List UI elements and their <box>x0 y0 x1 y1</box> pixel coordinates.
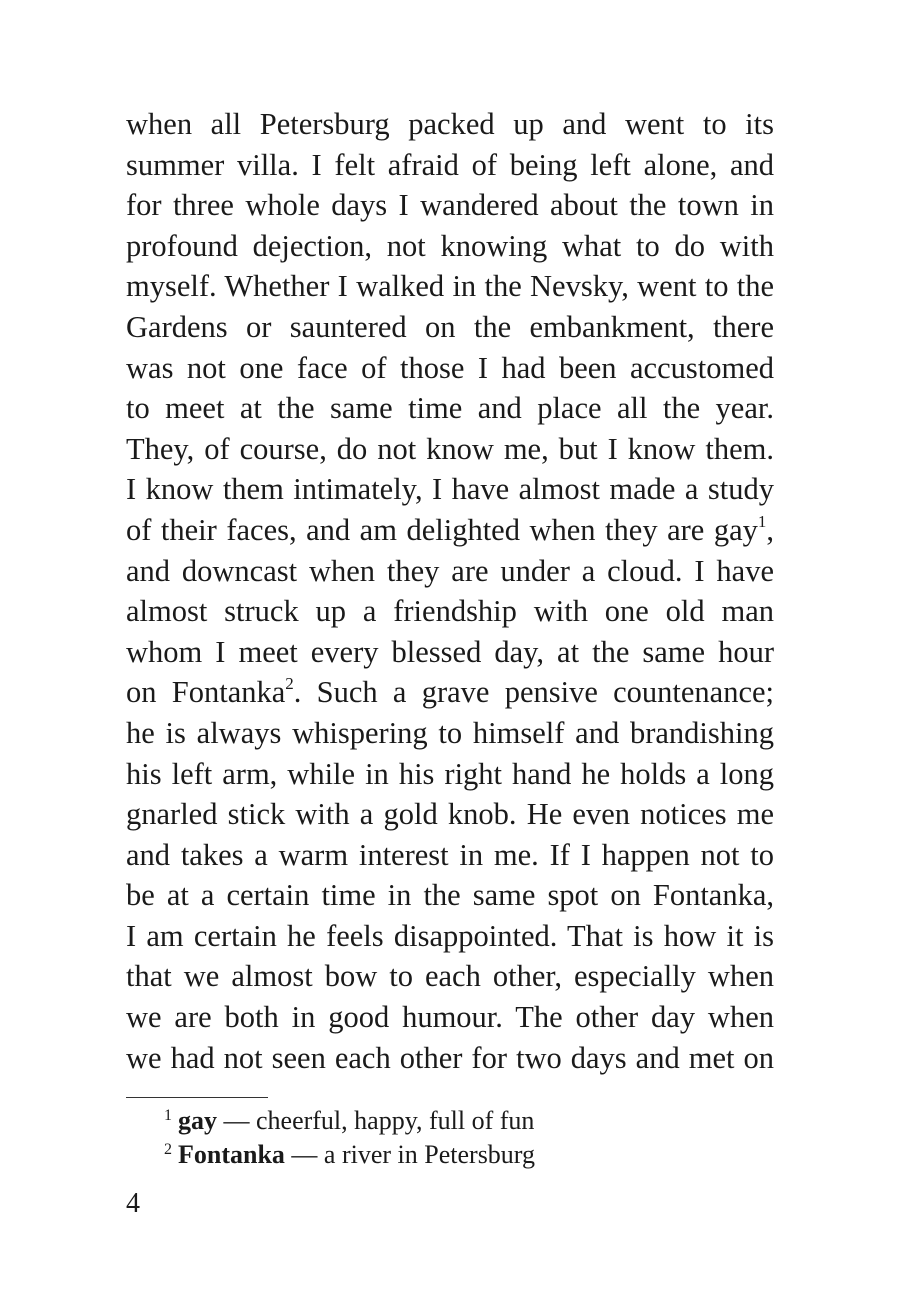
text-line: was not one face of those I had been accustomed <box>126 350 774 385</box>
footnote-definition: — a river in Petersburg <box>284 1140 535 1169</box>
text-line-with-footnote-1 <box>126 510 774 551</box>
footnotes <box>164 1104 764 1172</box>
text-line: that we almost bow to each other, especially when <box>126 959 774 994</box>
footnote-term: gay <box>178 1106 217 1135</box>
text-line: for three whole days I wandered about the town in <box>126 188 774 223</box>
text-line: his left arm, while in his right hand he holds a long <box>126 756 774 791</box>
text-line: I know them intimately, I have almost made a study <box>126 472 774 507</box>
text-line-with-footnote-2 <box>126 672 774 713</box>
text-line: and downcast when they are under a cloud. I have <box>126 553 774 588</box>
text-line-part: on Fontanka <box>126 675 286 710</box>
body-text <box>126 104 774 1078</box>
text-line: we are both in good humour. The other day when <box>126 1000 774 1035</box>
page-number: 4 <box>126 1188 140 1219</box>
text-line: myself. Whether I walked in the Nevsky, went to the <box>126 269 774 304</box>
text-line-part: of their faces, and am delighted when they are gay <box>126 512 758 547</box>
footnote-definition: — cheerful, happy, full of fun <box>217 1106 535 1135</box>
footnote-reference-1[interactable]: 1 <box>757 511 767 531</box>
text-line: gnarled stick with a gold knob. He even notices me <box>126 797 774 832</box>
text-line: summer villa. I felt afraid of being left alone, and <box>126 147 774 182</box>
footnote-term: Fontanka <box>178 1140 285 1169</box>
text-line: almost struck up a friendship with one old man <box>126 594 774 629</box>
footnote-separator <box>126 1097 268 1098</box>
text-line-tail: . Such a grave pensive countenance; <box>293 675 775 710</box>
text-line: he is always whispering to himself and brandishing <box>126 715 774 750</box>
text-line: Gardens or sauntered on the embankment, there <box>126 309 774 344</box>
text-line: I am certain he feels disappointed. That is how it is <box>126 918 774 953</box>
text-line: be at a certain time in the same spot on Fontanka, <box>126 878 774 913</box>
text-line: to meet at the same time and place all the year. <box>126 391 774 426</box>
text-line-tail: , <box>766 512 774 547</box>
footnote-1 <box>164 1104 764 1138</box>
footnote-number: 2 <box>164 1141 172 1158</box>
text-line: we had not seen each other for two days and met on <box>126 1040 774 1075</box>
footnote-reference-2[interactable]: 2 <box>285 674 294 694</box>
text-line: They, of course, do not know me, but I know them. <box>126 431 774 466</box>
text-line: when all Petersburg packed up and went to its <box>126 107 774 141</box>
footnote-number: 1 <box>164 1107 172 1124</box>
text-line: whom I meet every blessed day, at the same hour <box>126 634 774 669</box>
footnote-2 <box>164 1138 764 1172</box>
text-line: profound dejection, not knowing what to do with <box>126 228 774 263</box>
text-line: and takes a warm interest in me. If I happen not to <box>126 837 774 872</box>
